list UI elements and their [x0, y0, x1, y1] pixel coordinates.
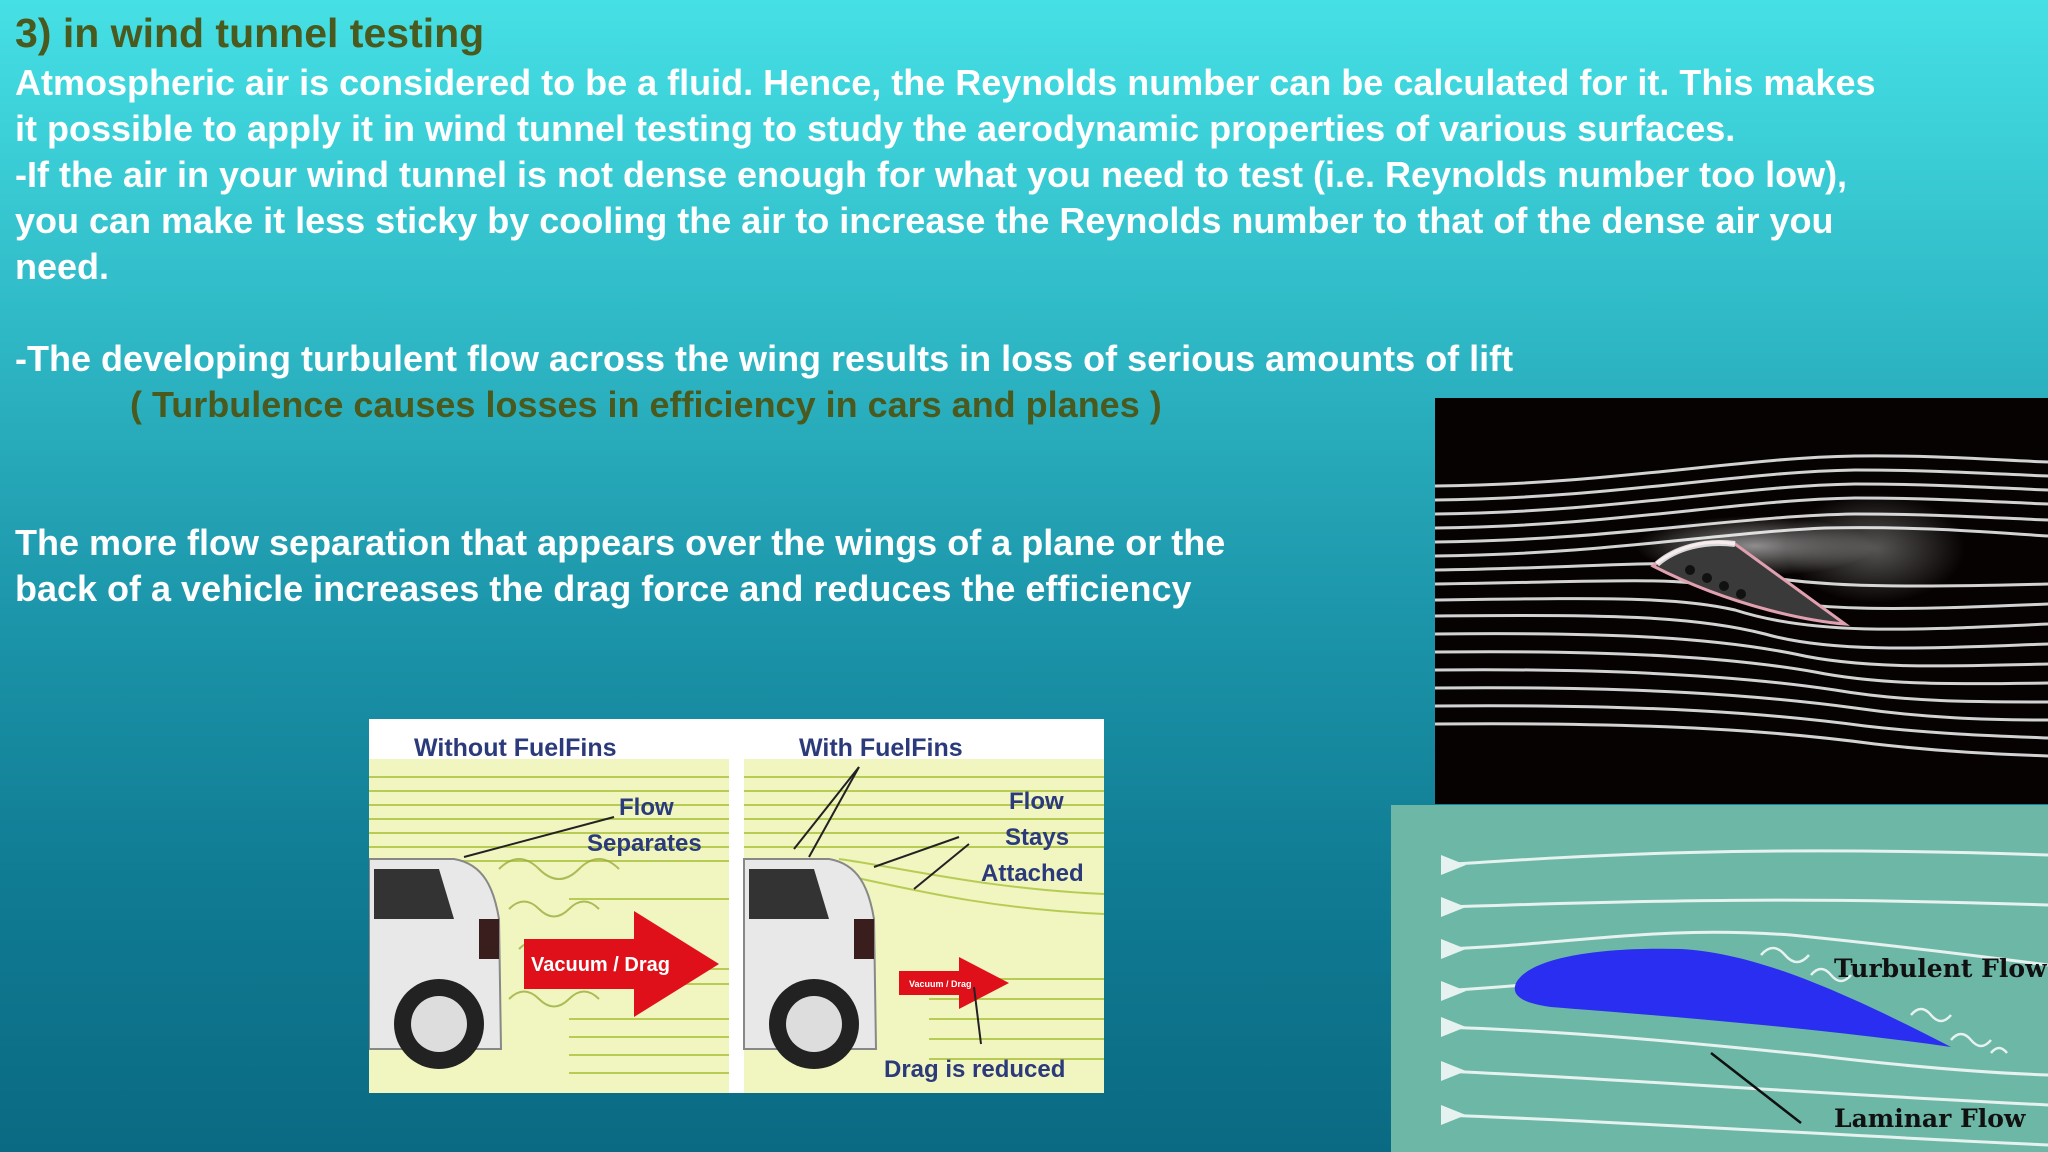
airfoil-streamlines-image — [1435, 398, 2048, 804]
drag-reduced-label: Drag is reduced — [884, 1056, 1066, 1083]
laminar-flow-label: Laminar Flow — [1834, 1104, 2026, 1133]
vacuum-drag-label-small: Vacuum / Drag — [909, 979, 972, 989]
turbulence-note: ( Turbulence causes losses in efficiency in cars and planes ) — [130, 384, 1162, 425]
laminar-turbulent-image — [1391, 805, 2048, 1152]
intro-line-1: Atmospheric air is considered to be a fluid. Hence, the Reynolds number can be calculated for it. This makes — [15, 62, 1876, 103]
with-fuelfins-title: With FuelFins — [799, 734, 963, 762]
vacuum-drag-label-large: Vacuum / Drag — [531, 954, 670, 976]
intro-paragraph — [15, 60, 1876, 152]
separation-line-2: back of a vehicle increases the drag force and reduces the efficiency — [15, 568, 1192, 609]
flow-separates-line-2: Separates — [587, 830, 702, 857]
cooling-line-3: need. — [15, 246, 110, 287]
separation-paragraph — [15, 520, 1225, 612]
cooling-line-1: -If the air in your wind tunnel is not dense enough for what you need to test (i.e. Reynolds number too low), — [15, 154, 1848, 195]
flow-attached-line-1: Flow — [1009, 788, 1064, 815]
flow-attached-line-2: Stays — [1005, 824, 1070, 851]
intro-line-2: it possible to apply it in wind tunnel testing to study the aerodynamic properties of various surfaces. — [15, 108, 1736, 149]
turbulent-paragraph: -The developing turbulent flow across the wing results in loss of serious amounts of lift — [15, 338, 1514, 379]
without-fuelfins-title: Without FuelFins — [414, 734, 617, 762]
flow-attached-line-3: Attached — [981, 860, 1084, 887]
cooling-line-2: you can make it less sticky by cooling the air to increase the Reynolds number to that of the dense air you — [15, 200, 1834, 241]
slide-heading: 3) in wind tunnel testing — [15, 10, 485, 56]
flow-separates-line-1: Flow — [619, 794, 674, 821]
cooling-paragraph — [15, 152, 1847, 290]
separation-line-1: The more flow separation that appears over the wings of a plane or the — [15, 522, 1226, 563]
turbulent-flow-label: Turbulent Flow — [1834, 954, 2047, 983]
fuelfins-comparison-image — [369, 719, 1104, 1093]
